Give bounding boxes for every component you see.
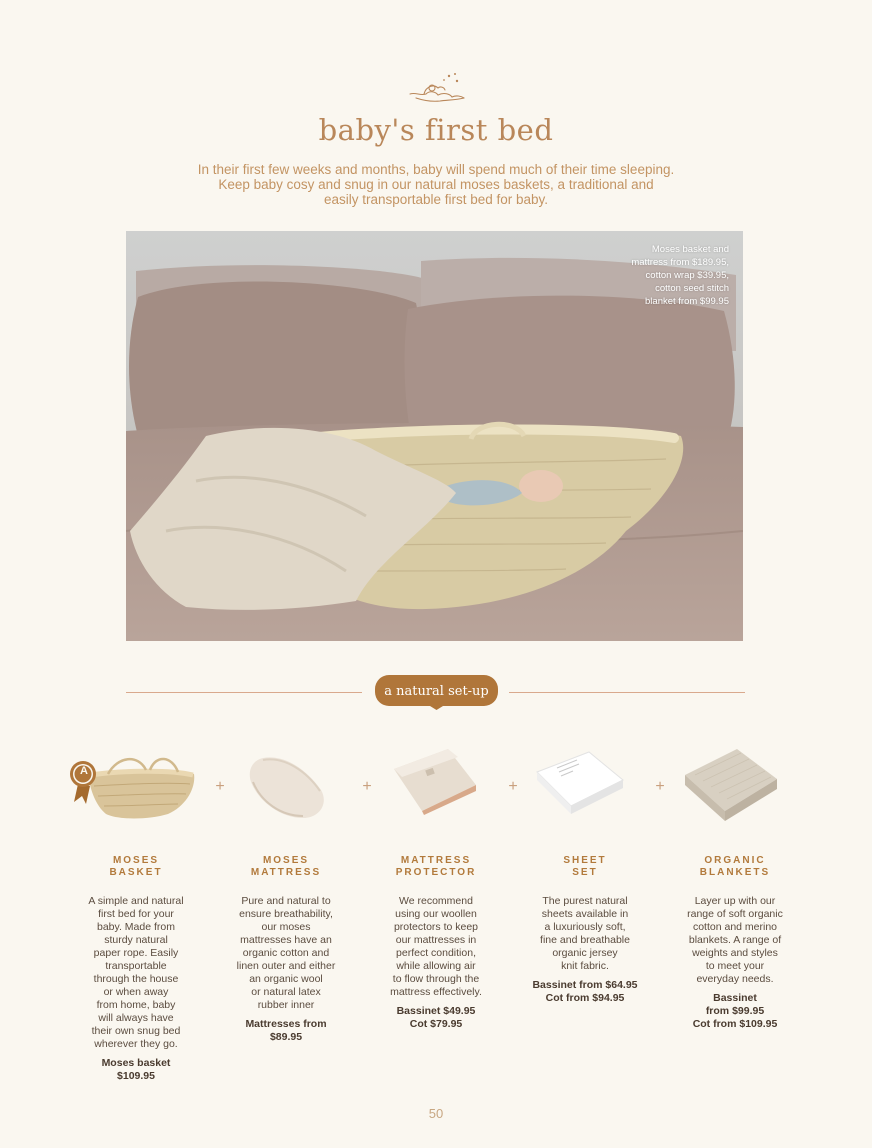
product-name [529,855,641,879]
product-name-line: PROTECTOR [395,867,477,878]
price-line: $89.95 [269,1031,303,1043]
description-line: mattresses have an [240,934,332,946]
product-description [380,895,492,999]
description-line: transportable [105,960,167,972]
description-line: paper rope. Easily [93,947,179,959]
description-line: ensure breathability, [239,908,333,920]
product-mattress-protector [380,855,492,1031]
description-line: their own snug bed [91,1025,181,1037]
price-line: Bassinet from $64.95 [532,979,638,991]
plus-sign: + [362,778,372,795]
price-line: Moses basket [101,1057,171,1069]
description-line: Layer up with our [694,895,776,907]
product-price [230,1018,342,1044]
price-line: Bassinet [713,992,757,1004]
award-badge-letter: A [80,765,88,777]
plus-sign: + [508,778,518,795]
hero-photo [126,231,743,641]
product-name-line: BLANKETS [699,867,771,878]
description-line: range of soft organic [687,908,783,920]
mattress-protector-image [388,745,480,815]
price-line: $109.95 [117,1070,155,1082]
page-title: baby's first bed [318,113,554,147]
description-line: Pure and natural to [241,895,331,907]
description-line: We recommend [399,895,473,907]
description-line: our mattresses in [395,934,477,946]
description-line: sheets available in [541,908,629,920]
product-price [380,1005,492,1031]
product-organic-blankets [679,855,791,1031]
description-line: mattress effectively. [390,986,482,998]
description-line: everyday needs. [696,973,774,985]
description-line: our moses [261,921,311,933]
product-name-line: BASKET [109,867,163,878]
intro-line: easily transportable first bed for baby. [323,192,549,207]
product-price [679,992,791,1031]
product-name-line: SET [572,867,598,878]
product-name-line: SHEET [563,855,607,866]
description-line: sturdy natural [104,934,168,946]
price-line: Cot from $109.95 [692,1018,778,1030]
description-line: A simple and natural [88,895,184,907]
divider-left [126,692,362,693]
moses-basket-image [68,748,200,824]
product-name-line: MATTRESS [250,867,322,878]
organic-blankets-image [681,745,781,825]
page-number: 50 [428,1106,444,1121]
caption-line: cotton wrap $39.95, [645,270,729,281]
price-line: Cot from $94.95 [545,992,625,1004]
product-moses-basket [80,855,192,1083]
product-name [80,855,192,879]
description-line: wherever they go. [94,1038,178,1050]
description-line: protectors to keep [393,921,479,933]
description-line: or when away [103,986,169,998]
description-line: linen outer and either [236,960,336,972]
intro-paragraph [150,162,722,207]
description-line: The purest natural [542,895,628,907]
description-line: or natural latex [251,986,321,998]
product-name [679,855,791,879]
price-line: Mattresses from [245,1018,327,1030]
product-description [679,895,791,986]
description-line: a luxuriously soft, [544,921,626,933]
product-description [529,895,641,973]
plus-sign: + [215,778,225,795]
product-description [80,895,192,1051]
description-line: baby. Made from [96,921,175,933]
intro-line: In their first few weeks and months, baby will spend much of their time sleeping. [197,162,675,177]
caption-line: Moses basket and [651,244,729,255]
caption-line: blanket from $99.95 [645,296,729,307]
product-moses-mattress [230,855,342,1044]
product-name [230,855,342,879]
description-line: from home, baby [96,999,176,1011]
plus-sign: + [655,778,665,795]
product-sheet-set [529,855,641,1005]
description-line: weights and styles [692,947,778,959]
description-line: using our woollen [395,908,477,920]
description-line: blankets. A range of [688,934,782,946]
description-line: perfect condition, [396,947,476,959]
price-line: Bassinet $49.95 [396,1005,476,1017]
product-name-line: MOSES [262,855,310,866]
product-price [80,1057,192,1083]
description-line: cotton and merino [692,921,778,933]
sheet-set-image [533,746,625,816]
description-line: organic jersey [552,947,618,959]
description-line: to meet your [705,960,765,972]
section-label: a natural set-up [384,684,489,699]
caption-line: cotton seed stitch [655,283,729,294]
description-line: will always have [98,1012,174,1024]
caption-line: mattress from $189.95, [631,257,729,268]
price-line: Cot $79.95 [409,1018,463,1030]
description-line: rubber inner [257,999,315,1011]
description-line: organic cotton and [242,947,330,959]
description-line: while allowing air [396,960,476,972]
description-line: through the house [93,973,179,985]
description-line: knit fabric. [561,960,609,972]
section-label-badge [375,675,498,710]
price-line: from $99.95 [705,1005,765,1017]
description-line: fine and breathable [540,934,630,946]
description-line: an organic wool [249,973,323,985]
description-line: to flow through the [392,973,480,985]
product-name-line: ORGANIC [704,855,766,866]
sleeping-baby-cloud-icon [406,70,468,110]
photo-caption [569,243,729,308]
product-name-line: MATTRESS [400,855,472,866]
intro-line: Keep baby cosy and snug in our natural moses baskets, a traditional and [218,177,654,192]
product-price [529,979,641,1005]
description-line: first bed for your [98,908,174,920]
product-name [380,855,492,879]
divider-right [509,692,745,693]
moses-mattress-image [245,752,329,822]
product-description [230,895,342,1012]
product-name-line: MOSES [112,855,160,866]
